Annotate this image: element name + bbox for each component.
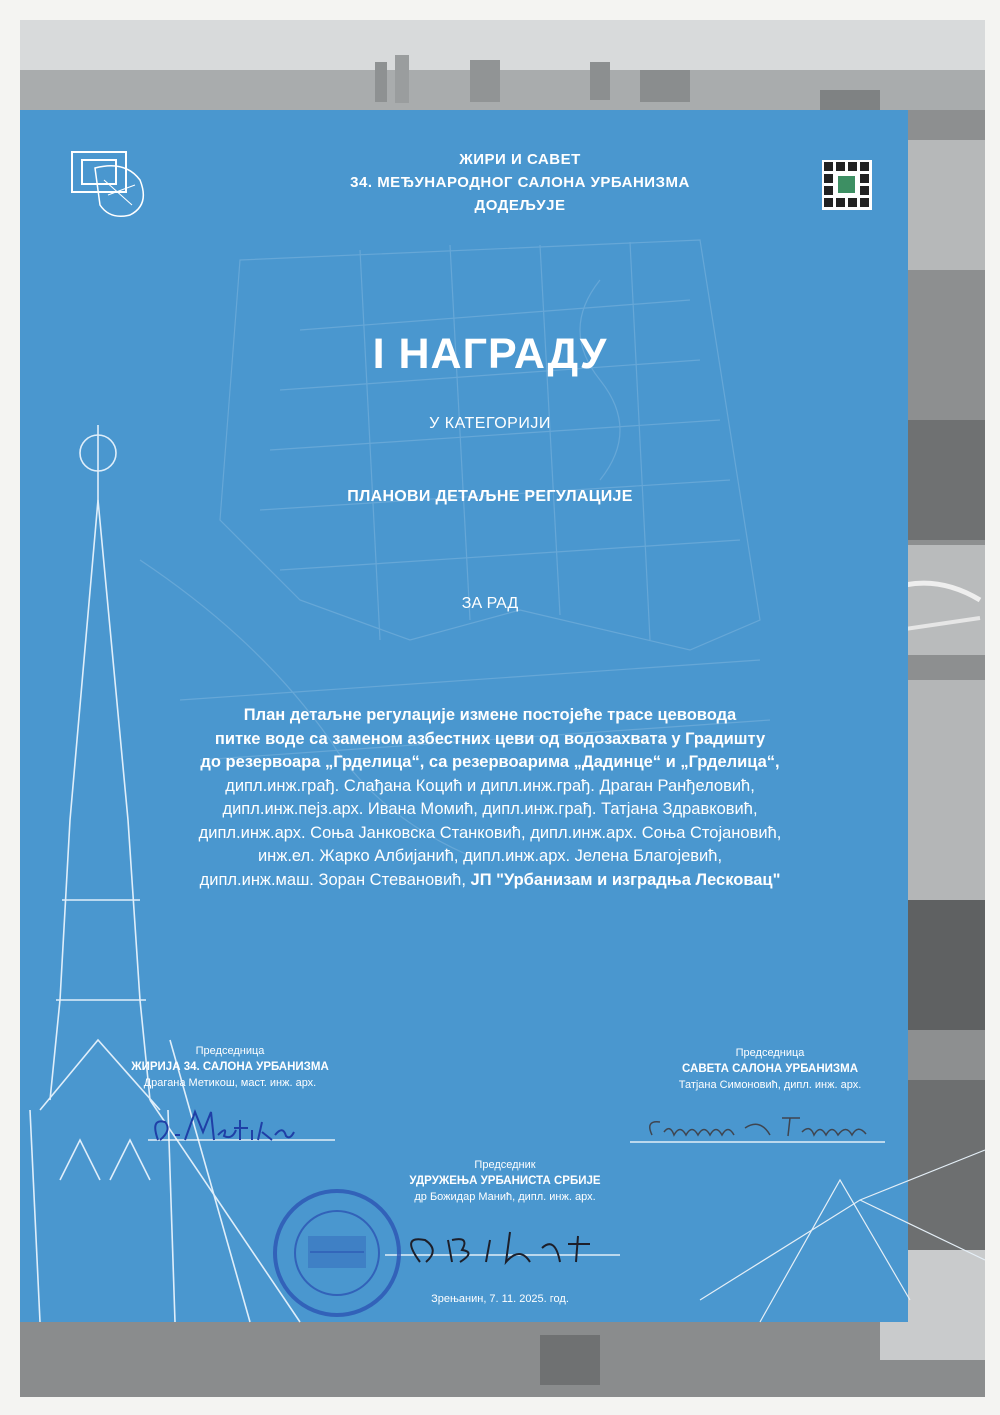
signatory-name: Драгана Метикош, маст. инж. арх.: [143, 1077, 317, 1089]
signatory-body: САВЕТА САЛОНА УРБАНИЗМА: [682, 1063, 858, 1075]
jury-header: [240, 148, 800, 217]
authors-line-4: инж.ел. Жарко Албијанић, дипл.инж.арх. Јелена Благојевић,: [257, 847, 723, 865]
authors-line-5-with-org: [110, 869, 870, 893]
signatory-association: [335, 1157, 675, 1205]
work-title-line-2: питке воде са заменом азбестних цеви од водозахвата у Градишту: [214, 729, 766, 748]
awarded-work: [110, 704, 870, 892]
signatory-name: Татјана Симоновић, дипл. инж. арх.: [678, 1079, 862, 1091]
signatory-body: УДРУЖЕЊА УРБАНИСТА СРБИЈЕ: [409, 1175, 601, 1187]
signatory-role: Председник: [474, 1159, 536, 1171]
signatory-jury: [60, 1043, 400, 1091]
authors-line-5: дипл.инж.маш. Зоран Стевановић,: [199, 870, 466, 889]
work-title-line-3: до резервоара „Грделица“, са резервоарима „Дадинце“ и „Грделица“,: [200, 753, 780, 771]
place-and-date: Зрењанин, 7. 11. 2025. год.: [431, 1293, 569, 1305]
grid-logo-right: [822, 160, 872, 210]
authors-line-1: дипл.инж.грађ. Слађана Коцић и дипл.инж.грађ. Драган Ранђеловић,: [225, 776, 755, 795]
signatory-name: др Божидар Манић, дипл. инж. арх.: [414, 1191, 596, 1203]
category-label: У КАТЕГОРИЈИ: [429, 415, 551, 432]
signatory-role: Председница: [195, 1045, 265, 1057]
authors-line-2: дипл.инж.пејз.арх. Ивана Момић, дипл.инж.грађ. Татјана Здравковић,: [222, 800, 758, 818]
signatory-role: Председница: [735, 1047, 805, 1059]
organization-name: ЈП "Урбанизам и изградња Лесковац": [470, 870, 781, 889]
work-title-line-1: План детаљне регулације измене постојеће трасе цевовода: [243, 706, 737, 724]
header-line-1: ЖИРИ И САВЕТ: [459, 151, 581, 168]
award-title: I НАГРАДУ: [372, 330, 608, 378]
aerial-photo-right: [905, 110, 985, 1390]
for-work-label: ЗА РАД: [461, 595, 519, 612]
category-name: ПЛАНОВИ ДЕТАЉНЕ РЕГУЛАЦИЈЕ: [347, 488, 633, 505]
authors-line-3: дипл.инж.арх. Соња Јанковска Станковић, дипл.инж.арх. Соња Стојановић,: [198, 823, 782, 842]
header-line-2: 34. МЕЂУНАРОДНОГ САЛОНА УРБАНИЗМА: [350, 174, 690, 191]
header-line-3: ДОДЕЉУЈЕ: [474, 197, 566, 214]
signatory-body: ЖИРИЈА 34. САЛОНА УРБАНИЗМА: [131, 1061, 329, 1073]
signatory-council: [600, 1045, 940, 1093]
